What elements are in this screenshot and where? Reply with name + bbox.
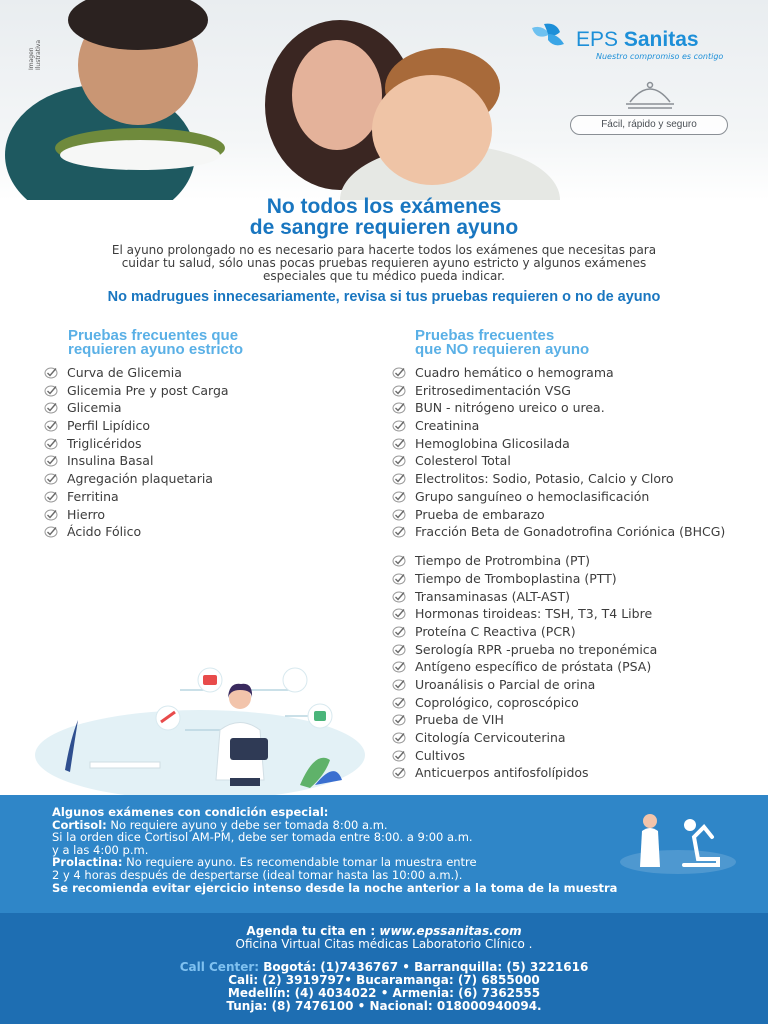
image-disclaimer: Imagen Ilustrativa	[28, 39, 42, 70]
no-fasting-test-item	[392, 435, 752, 453]
fasting-test-item	[44, 452, 364, 470]
check-icon	[392, 473, 406, 485]
no-fasting-test-item	[392, 523, 752, 552]
no-fasting-test-item-label: Electrolitos: Sodio, Potasio, Calcio y Cloro	[415, 471, 674, 487]
fasting-test-item	[44, 382, 364, 400]
no-fasting-test-item-label: Grupo sanguíneo o hemoclasificación	[415, 488, 650, 504]
no-fasting-test-item	[392, 764, 752, 782]
no-fasting-test-item	[392, 623, 752, 641]
mother-face	[292, 40, 382, 150]
fasting-test-item	[44, 470, 364, 488]
fasting-test-item	[44, 399, 364, 417]
no-fasting-test-item	[392, 641, 752, 659]
cortisol-label: Cortisol:	[52, 817, 107, 832]
fasting-test-item	[44, 488, 364, 506]
intro-text: El ayuno prolongado no es necesario para hacerte todos los exámenes que necesitas para cuidar tu salud, sólo unas pocas pruebas requieren ayuno estricto y algunos exámenes especiales que tu médico pueda indicar.	[111, 243, 657, 283]
check-icon	[392, 697, 406, 709]
no-fasting-heading-line-1: Pruebas frecuentes	[415, 327, 555, 344]
fasting-test-item-label: Ferritina	[67, 488, 119, 504]
no-fasting-test-item	[392, 552, 752, 570]
no-fasting-test-item-label: Citología Cervicouterina	[415, 730, 566, 746]
no-fasting-test-item	[392, 605, 752, 623]
fasting-heading-line-1: Pruebas frecuentes que	[68, 327, 239, 344]
fasting-test-item	[44, 435, 364, 453]
fasting-test-item	[44, 523, 364, 541]
no-fasting-test-item-label: Coprológico, coproscópico	[415, 694, 579, 710]
call-center-numbers	[0, 961, 768, 1013]
check-icon	[44, 455, 58, 467]
fasting-test-item-label: Agregación plaquetaria	[67, 471, 213, 487]
fasting-test-item-label: Glicemia Pre y post Carga	[67, 382, 229, 398]
check-icon	[44, 402, 58, 414]
no-fasting-test-item	[392, 417, 752, 435]
brand-name: EPS Sanitas	[576, 28, 699, 51]
no-fasting-test-item	[392, 506, 752, 524]
fasting-test-item-label: Hierro	[67, 506, 105, 522]
page-title	[0, 196, 768, 238]
no-fasting-test-item	[392, 364, 752, 382]
phones-line-3: Medellín: (4) 4034022 • Armenia: (6) 7362555	[227, 986, 541, 1000]
check-icon	[44, 438, 58, 450]
no-fasting-test-item-label: Hemoglobina Glicosilada	[415, 435, 570, 451]
check-icon	[392, 661, 406, 673]
check-icon	[392, 626, 406, 638]
no-fasting-test-item-label: Colesterol Total	[415, 453, 511, 469]
check-icon	[392, 679, 406, 691]
doctor-illustration	[30, 660, 370, 800]
no-fasting-test-item	[392, 488, 752, 506]
no-fasting-test-item-label: Tiempo de Protrombina (PT)	[415, 553, 591, 569]
check-icon	[392, 591, 406, 603]
no-fasting-test-item-label: Cuadro hemático o hemograma	[415, 365, 614, 380]
no-fasting-test-item	[392, 399, 752, 417]
no-fasting-test-item	[392, 711, 752, 729]
check-icon	[44, 473, 58, 485]
special-heading: Algunos exámenes con condición especial:	[52, 805, 329, 819]
check-icon	[392, 555, 406, 567]
fasting-test-item-label: Glicemia	[67, 400, 122, 416]
no-fasting-test-item	[392, 729, 752, 747]
check-icon	[392, 385, 406, 397]
phones-line-1: Bogotá: (1)7436767 • Barranquilla: (5) 3221616	[263, 960, 589, 974]
check-icon	[44, 509, 58, 521]
no-fasting-test-item-label: Anticuerpos antifosfolípidos	[415, 765, 589, 781]
no-fasting-list	[392, 364, 752, 782]
covered-dish-icon	[622, 72, 678, 114]
no-fasting-test-item-label: Prueba de embarazo	[415, 506, 545, 522]
check-icon	[44, 491, 58, 503]
check-icon	[392, 526, 406, 538]
child-face	[372, 75, 492, 185]
no-fasting-test-item	[392, 588, 752, 606]
fasting-required-heading	[68, 329, 348, 357]
appointment-info	[0, 925, 768, 951]
title-line-2: de sangre requieren ayuno	[249, 216, 519, 239]
check-icon	[44, 420, 58, 432]
no-fasting-test-item-label: Serología RPR -prueba no treponémica	[415, 641, 658, 657]
no-fasting-test-item	[392, 676, 752, 694]
no-fasting-test-item-label: Antígeno específico de próstata (PSA)	[415, 659, 652, 675]
call-center-label: Call Center:	[179, 960, 264, 974]
check-icon	[392, 509, 406, 521]
prolactina-line-2: 2 y 4 horas después de despertarse (ideal tomar hasta las 10:00 a.m.).	[52, 867, 463, 882]
check-icon	[44, 526, 58, 538]
fasting-test-item-label: Insulina Basal	[67, 453, 154, 469]
prolactina-text: No requiere ayuno. Es recomendable tomar la muestra entre	[122, 855, 477, 870]
check-icon	[392, 573, 406, 585]
check-icon	[392, 455, 406, 467]
website-link[interactable]: www.epssanitas.com	[379, 924, 522, 938]
no-fasting-test-item	[392, 747, 752, 765]
check-icon	[392, 420, 406, 432]
cortisol-line-3: y a las 4:00 p.m.	[52, 842, 149, 857]
special-conditions-section	[0, 795, 768, 913]
check-icon	[392, 644, 406, 656]
fasting-test-item	[44, 506, 364, 524]
fasting-test-item-label: Curva de Glicemia	[67, 365, 182, 380]
fasting-test-item	[44, 417, 364, 435]
check-icon	[392, 732, 406, 744]
check-icon	[392, 402, 406, 414]
phones-line-2: Cali: (2) 3919797• Bucaramanga: (7) 6855000	[228, 973, 540, 987]
no-fasting-test-item	[392, 694, 752, 712]
contact-footer	[0, 913, 768, 1024]
eps-sanitas-logo	[530, 22, 740, 62]
no-fasting-test-item-label: Prueba de VIH	[415, 712, 504, 728]
laboratory-scene-icon	[618, 807, 738, 877]
title-line-1: No todos los exámenes	[266, 195, 502, 218]
fasting-heading-line-2: requieren ayuno estricto	[68, 341, 244, 358]
no-fasting-test-item	[392, 658, 752, 676]
no-fasting-test-item-label: Creatinina	[415, 418, 480, 434]
check-icon	[392, 608, 406, 620]
no-fasting-test-item	[392, 382, 752, 400]
fasting-test-item	[44, 364, 364, 382]
no-fasting-test-item-label: Eritrosedimentación VSG	[415, 382, 571, 398]
subtitle: No madrugues innecesariamente, revisa si tus pruebas requieren o no de ayuno	[107, 289, 661, 305]
no-fasting-test-item-label: Transaminasas (ALT-AST)	[415, 588, 570, 604]
no-fasting-heading-line-2: que NO requieren ayuno	[415, 341, 590, 358]
fasting-test-item-label: Triglicéridos	[67, 435, 142, 451]
check-icon	[392, 767, 406, 779]
no-fasting-test-item-label: Uroanálisis o Parcial de orina	[415, 677, 596, 692]
check-icon	[44, 367, 58, 379]
no-fasting-test-item	[392, 570, 752, 588]
no-fasting-test-item	[392, 452, 752, 470]
fasting-required-list	[44, 364, 364, 541]
brand-slogan: Nuestro compromiso es contigo	[596, 52, 724, 61]
prolactina-label: Prolactina:	[52, 855, 123, 870]
no-fasting-test-item-label: Fracción Beta de Gonadotrofina Coriónica (BHCG)	[415, 524, 726, 540]
fasting-test-item-label: Perfil Lipídico	[67, 418, 151, 434]
no-fasting-test-item	[392, 470, 752, 488]
exercise-warning: Se recomienda evitar ejercicio intenso desde la noche anterior a la toma de la muestra	[52, 880, 618, 895]
check-icon	[44, 385, 58, 397]
bird-logo-icon	[530, 22, 574, 52]
office-label: Oficina Virtual Citas médicas Laboratorio Clínico .	[235, 937, 533, 951]
no-fasting-test-item-label: Proteína C Reactiva (PCR)	[415, 623, 576, 639]
no-fasting-test-item-label: Tiempo de Tromboplastina (PTT)	[415, 570, 617, 586]
check-icon	[392, 714, 406, 726]
tagline-badge: Fácil, rápido y seguro	[570, 115, 728, 135]
cortisol-line-2: Si la orden dice Cortisol AM-PM, debe ser tomada entre 8:00. a 9:00 a.m.	[52, 830, 473, 845]
no-fasting-test-item-label: BUN - nitrógeno ureico o urea.	[415, 400, 605, 416]
agenda-label: Agenda tu cita en :	[246, 924, 380, 938]
cortisol-text: No requiere ayuno y debe ser tomada 8:00 a.m.	[106, 817, 388, 832]
fasting-test-item-label: Ácido Fólico	[67, 524, 142, 540]
no-fasting-test-item-label: Cultivos	[415, 747, 466, 763]
no-fasting-heading	[415, 329, 715, 357]
no-fasting-test-item-label: Hormonas tiroideas: TSH, T3, T4 Libre	[415, 606, 653, 622]
check-icon	[392, 750, 406, 762]
check-icon	[392, 491, 406, 503]
check-icon	[392, 438, 406, 450]
salad-bowl	[60, 140, 220, 170]
check-icon	[392, 367, 406, 379]
phones-line-4: Tunja: (8) 7476100 • Nacional: 018000940094.	[226, 999, 542, 1013]
